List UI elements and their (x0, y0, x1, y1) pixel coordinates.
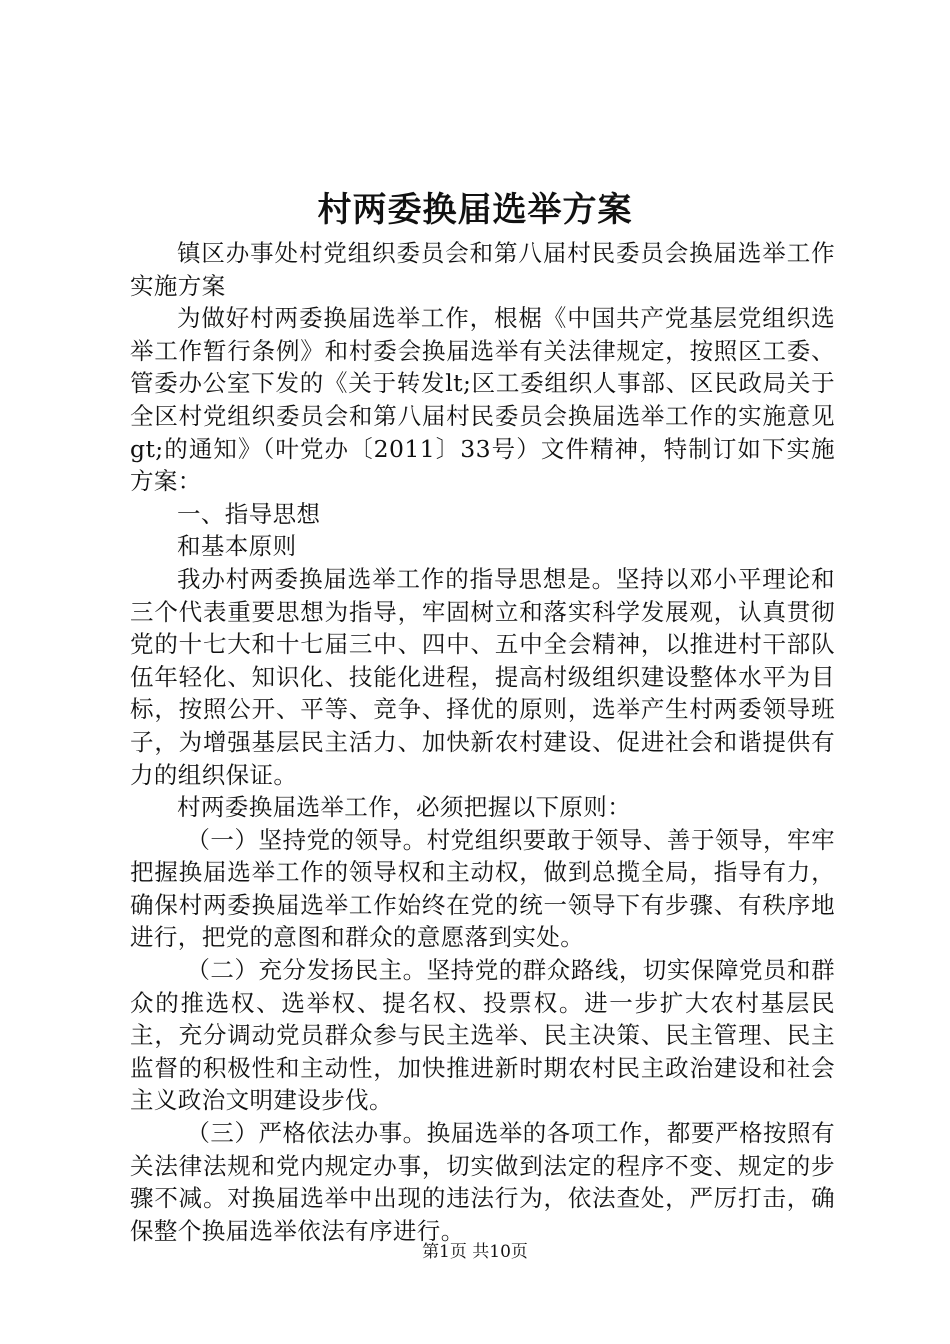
paragraph-principle-3: （三）严格依法办事。换届选举的各项工作，都要严格按照有关法律法规和党内规定办事，切实做到法定的程序不变、规定的步骤不减。对换届选举中出现的违法行为，依法查处，严厉打击，确保整个换届选举依法有序进行。 (130, 1119, 835, 1245)
paragraph-principle-1: （一）坚持党的领导。村党组织要敢于领导、善于领导，牢牢把握换届选举工作的领导权和主动权，做到总揽全局，指导有力，确保村两委换届选举工作始终在党的统一领导下有步骤、有秩序地进行，把党的意图和群众的意愿落到实处。 (130, 825, 835, 952)
paragraph-subtitle: 镇区办事处村党组织委员会和第八届村民委员会换届选举工作实施方案 (130, 239, 835, 300)
section-heading-guiding-ideology: 一、指导思想 (177, 499, 321, 528)
paragraph-guiding-ideology: 我办村两委换届选举工作的指导思想是。坚持以邓小平理论和三个代表重要思想为指导，牢固树立和落实科学发展观，认真贯彻党的十七大和十七届三中、四中、五中全会精神，以推进村干部队伍年轻化、知识化、技能化进程，提高村级组织建设整体水平为目标，按照公开、平等、竞争、择优的原则，选举产生村两委领导班子，为增强基层民主活力、加快新农村建设、促进社会和谐提供有力的组织保证。 (130, 564, 835, 789)
paragraph-principles-lead: 村两委换届选举工作，必须把握以下原则： (177, 793, 632, 822)
document-title: 村两委换届选举方案 (317, 190, 633, 230)
page-indicator: 第1页 共10页 (422, 1242, 528, 1262)
paragraph-intro: 为做好村两委换届选举工作，根椐《中国共产党基层党组织选举工作暂行条例》和村委会换届选举有关法律规定，按照区工委、管委办公室下发的《关于转发lt;区工委组织人事部、区民政局关于全区村党组织委员会和第八届村民委员会换届选举工作的实施意见gt;的通知》（叶党办〔2011〕33号）文件精神，特制订如下实施方案： (130, 304, 835, 496)
section-heading-basic-principles: 和基本原则 (177, 532, 297, 561)
paragraph-principle-2: （二）充分发扬民主。坚持党的群众路线，切实保障党员和群众的推选权、选举权、提名权、投票权。进一步扩大农村基层民主，充分调动党员群众参与民主选举、民主决策、民主管理、民主监督的积极性和主动性，加快推进新时期农村民主政治建设和社会主义政治文明建设步伐。 (130, 956, 835, 1115)
document-body (130, 237, 835, 1247)
